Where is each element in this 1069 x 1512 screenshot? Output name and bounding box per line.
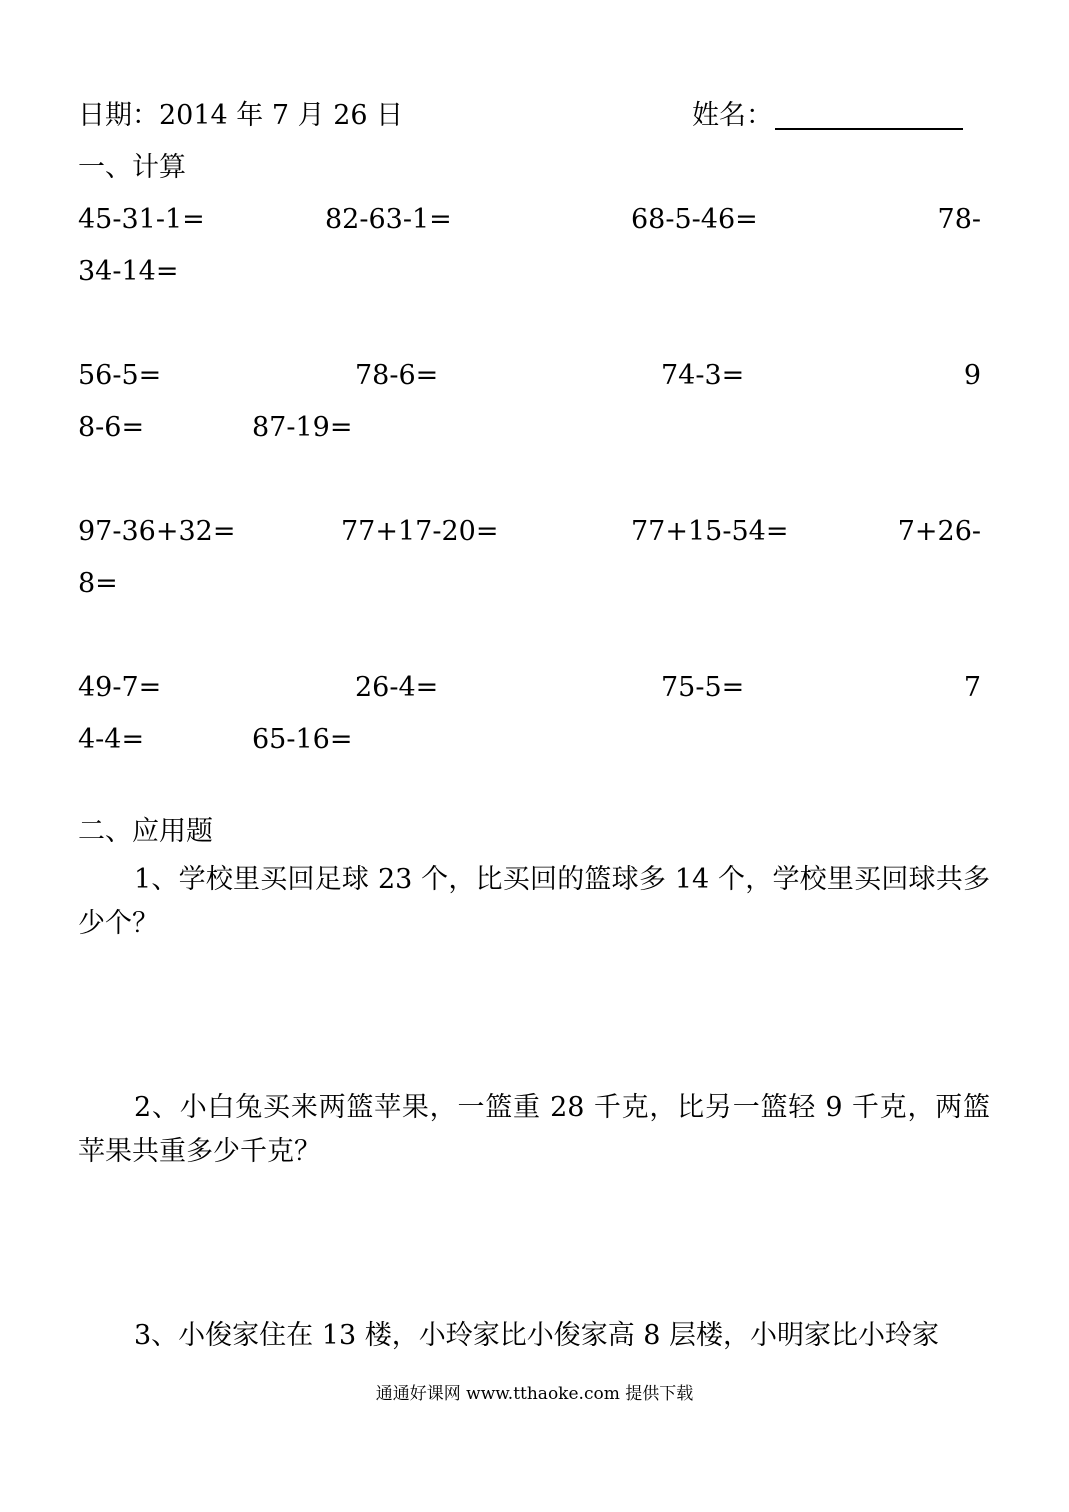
problem: 26-4= <box>355 672 439 703</box>
problem: 65-16= <box>252 724 353 755</box>
problem: 78-6= <box>355 360 439 391</box>
problem: 49-7= <box>78 672 162 703</box>
problem: 75-5= <box>661 672 745 703</box>
problem: 77+17-20= <box>341 516 499 547</box>
problem-wrap-end: 8= <box>78 568 118 599</box>
problem-wrap-end: 8-6= <box>78 412 145 443</box>
problem: 82-63-1= <box>325 204 452 235</box>
section-2-title: 二、应用题 <box>78 816 213 847</box>
problem-wrap-start: 9 <box>963 360 981 391</box>
word-problem-1: 1、学校里买回足球 23 个，比买回的篮球多 14 个，学校里买回球共多少个？ <box>78 864 990 939</box>
problem: 97-36+32= <box>78 516 236 547</box>
problem-wrap-end: 34-14= <box>78 256 179 287</box>
problem-wrap-start: 7 <box>963 672 981 703</box>
problem: 87-19= <box>252 412 353 443</box>
problem-wrap-start: 7+26- <box>897 516 981 547</box>
footer-credit: 通通好课网 www.tthaoke.com 提供下载 <box>375 1384 694 1404</box>
problem: 56-5= <box>78 360 162 391</box>
name-blank[interactable] <box>775 128 963 130</box>
name-label: 姓名： <box>692 100 773 131</box>
problem: 77+15-54= <box>631 516 789 547</box>
section-1-title: 一、计算 <box>78 152 186 183</box>
problem: 74-3= <box>661 360 745 391</box>
problem: 68-5-46= <box>631 204 758 235</box>
date-line: 日期：2014 年 7 月 26 日 <box>78 100 404 131</box>
problem-wrap-end: 4-4= <box>78 724 145 755</box>
problem: 45-31-1= <box>78 204 205 235</box>
word-problem-3: 3、小俊家住在 13 楼，小玲家比小俊家高 8 层楼，小明家比小玲家 <box>134 1320 940 1351</box>
word-problem-2: 2、小白兔买来两篮苹果，一篮重 28 千克，比另一篮轻 9 千克，两篮苹果共重多少千克？ <box>78 1092 990 1167</box>
problem-wrap-start: 78- <box>937 204 981 235</box>
